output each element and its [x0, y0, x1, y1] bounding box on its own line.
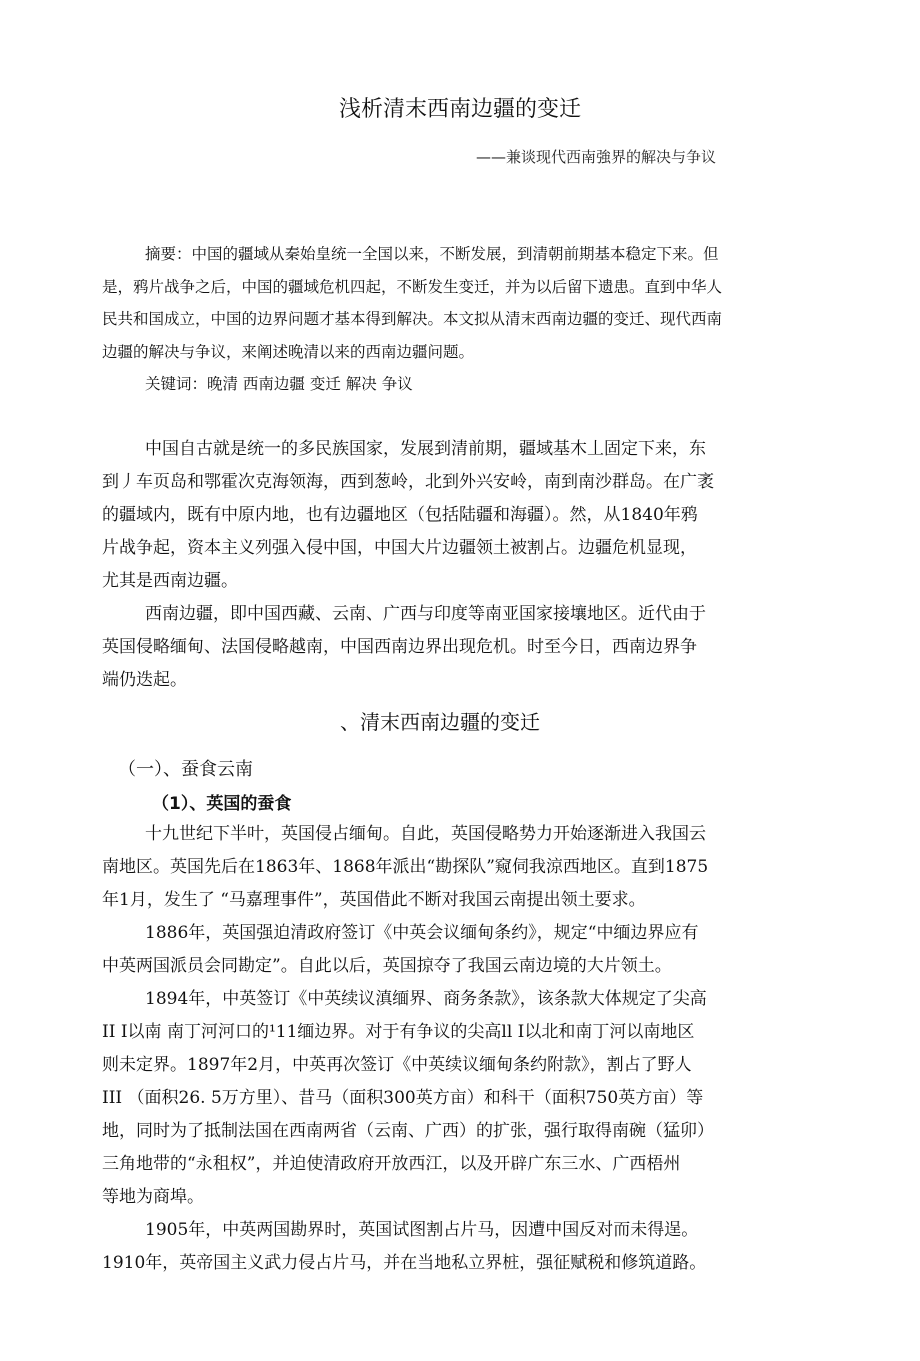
abstract-line: 摘要：中国的疆域从秦始皇统一全国以来，不断发展，到清朝前期基本稳定下来。但	[145, 245, 719, 263]
paragraph-line: 则未定界。1897年2月，中英再次签订《中英续议缅甸条约附款》，割占了野人	[102, 1055, 692, 1075]
paragraph-line: 的疆域内，既有中原内地，也有边疆地区（包括陆疆和海疆）。然，从1840年鸦	[102, 505, 698, 525]
paragraph-line: 1905年，中英两国勘界时，英国试图割占片马，因遭中国反对而未得逞。	[145, 1220, 699, 1240]
paragraph-line: 1910年，英帝国主义武力侵占片马，并在当地私立界桩，强征赋税和修筑道路。	[102, 1253, 707, 1273]
paragraph-line: 年1月，发生了 “马嘉理事件”，英国借此不断对我国云南提出领土要求。	[102, 890, 646, 910]
subsection-heading: （一）、蚕食云南	[118, 759, 253, 780]
paragraph-line: 十九世纪下半叶，英国侵占缅甸。自此，英国侵略势力开始逐渐进入我国云	[145, 824, 706, 844]
paragraph-line: 西南边疆，即中国西藏、云南、广西与印度等南亚国家接壤地区。近代由于	[145, 604, 706, 624]
subsubsection-heading: （1）、英国的蚕食	[152, 794, 292, 814]
abstract	[102, 238, 722, 401]
abstract-line: 是，鸦片战争之后，中国的疆域危机四起，不断发生变迁，并为以后留下遗患。直到中华人	[102, 277, 723, 296]
paragraph-line: 尤其是西南边疆。	[102, 571, 238, 591]
paragraph-line: 中英两国派员会同勘定”。自此以后，英国掠夺了我国云南边境的大片领土。	[102, 956, 672, 976]
document-title: 浅析清末西南边疆的变迁	[338, 97, 581, 122]
abstract-line: 民共和国成立，中国的边界问题才基本得到解决。本文拟从清末西南边疆的变迁、现代西南	[102, 310, 723, 328]
paragraph-line: 南地区。英国先后在1863年、1868年派出“勘探队”窥伺我涼西地区。直到1875	[102, 857, 709, 877]
paragraph-line: 1886年，英国强迫清政府签订《中英会议缅甸条约》，规定“中缅边界应有	[145, 923, 699, 943]
document-subtitle: ——兼谈现代西南強界的解决与争议	[476, 148, 717, 166]
paragraph-line: 端仍迭起。	[102, 670, 187, 690]
paragraph-line: 地，同时为了抵制法国在西南两省（云南、广西）的扩张，强行取得南碗（猛卯）	[102, 1121, 714, 1141]
body-section	[102, 818, 714, 1280]
intro-section	[102, 433, 714, 697]
paragraph-line: 1894年，中英签订《中英续议滇缅界、商务条款》，该条款大体规定了尖高	[145, 989, 707, 1009]
paragraph-line: 英国侵略缅甸、法国侵略越南，中国西南边界出现危机。时至今日，西南边界争	[102, 637, 697, 657]
keywords: 关键词：晚清 西南边疆 变迁 解决 争议	[145, 375, 413, 393]
paragraph-line: 三角地带的“永租权”，并迫使清政府开放西江，以及开辟广东三水、广西梧州	[102, 1154, 681, 1174]
paragraph-line: 中国自古就是统一的多民族国家，发展到清前期，疆域基木丄固定下来，东	[145, 439, 706, 459]
paragraph-line: 到丿车页岛和鄂霍次克海领海，西到葱岭，北到外兴安岭，南到南沙群岛。在广袤	[102, 472, 714, 492]
paragraph-line: 片战争起，资本主义列强入侵中国，中国大片边疆领土被割占。边疆危机显现，	[102, 538, 697, 558]
section-heading: 、清末西南边疆的变迁	[340, 710, 540, 734]
paragraph-line: II I以南 南丁河河口的¹11缅边界。对于有争议的尖高ll I以北和南丁河以南地区	[102, 1022, 695, 1042]
abstract-line: 边疆的解决与争议，来阐述晚清以来的西南边疆问题。	[102, 342, 475, 361]
paragraph-line: III （面积26. 5万方里）、昔马（面积300英方亩）和科干（面积750英方亩）等	[102, 1088, 704, 1108]
paragraph-line: 等地为商埠。	[102, 1187, 204, 1207]
